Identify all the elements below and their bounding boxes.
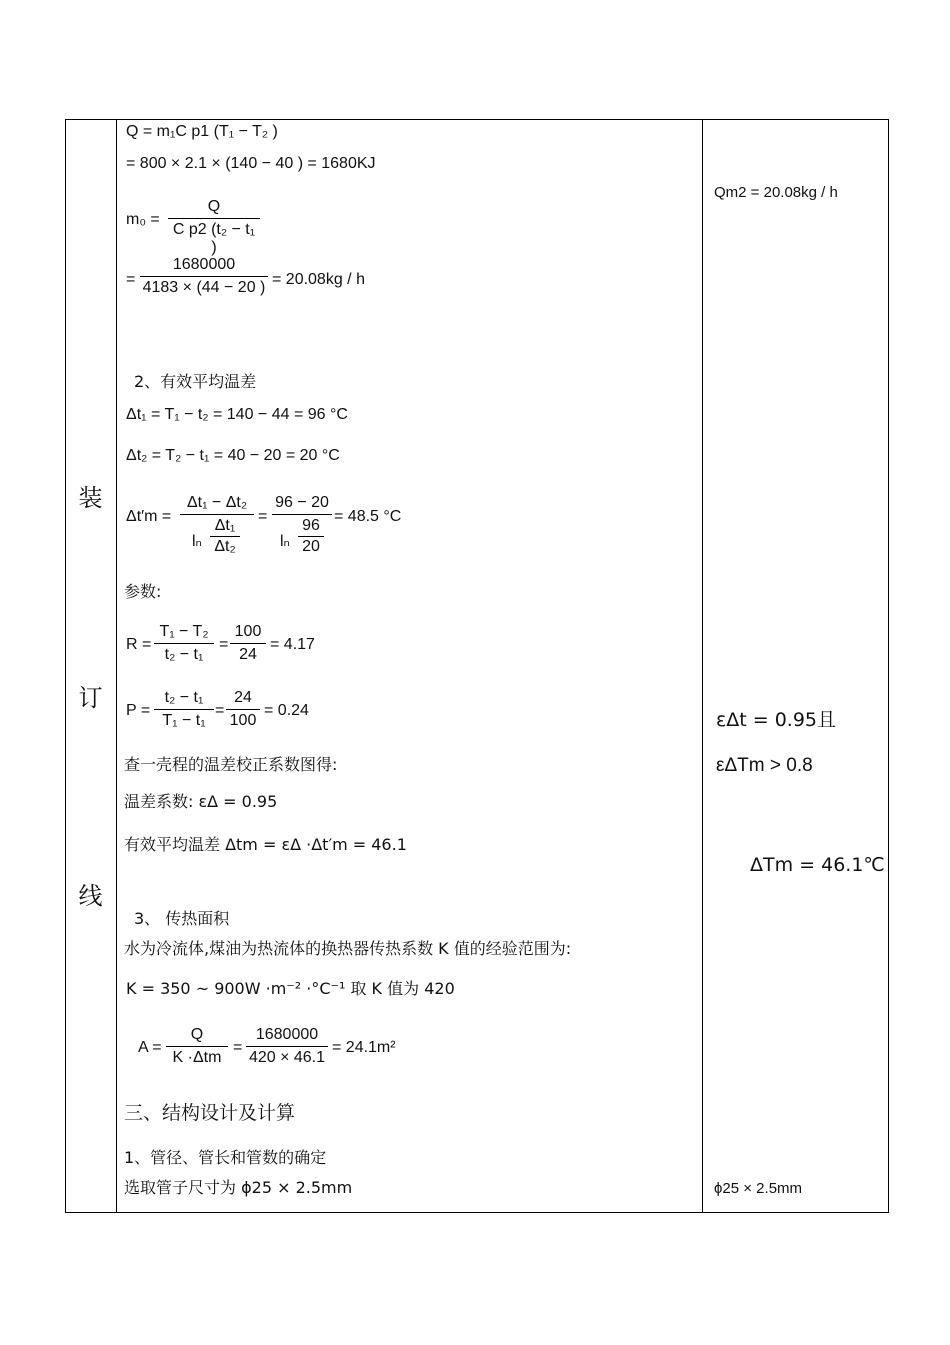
r-fraction-2 [230, 623, 266, 664]
r-denominator-2: 24 [239, 646, 257, 663]
r-numerator-2: 100 [234, 623, 262, 640]
a-eq: = [233, 1039, 243, 1056]
a-denominator: K ·Δtm [172, 1049, 222, 1066]
section-3-title: 3、 传热面积 [134, 909, 230, 928]
fraction-bar [210, 536, 240, 537]
r-denominator: t₂ − t₁ [164, 646, 204, 663]
ln-denominator: Δt₂ [214, 538, 236, 555]
p-fraction [154, 689, 214, 730]
calc-numerator: 1680000 [172, 256, 236, 273]
heat-load-calc: = 800 × 2.1 × (140 − 40 ) = 1680KJ [126, 155, 376, 172]
ln-fraction [298, 517, 324, 556]
ln-fraction [210, 517, 240, 556]
side-tube-size: ϕ25 × 2.5mm [714, 1180, 803, 1197]
r-result: = 4.17 [270, 636, 315, 653]
a-lhs: A = [138, 1039, 162, 1056]
m0-numerator: Q [207, 198, 221, 215]
ln-numerator: Δt₁ [214, 517, 236, 534]
dtm-numerator-1: Δt₁ − Δt₂ [186, 494, 248, 511]
a-numerator: Q [190, 1026, 204, 1043]
part-3-heading: 三、结构设计及计算 [124, 1102, 296, 1124]
a-fraction [166, 1026, 228, 1067]
heat-load-formula: Q = m₁C p1 (T₁ − T₂ ) [126, 123, 278, 140]
binding-char-ding: 订 [78, 684, 103, 712]
side-eps-2: εΔTm > 0.8 [716, 755, 813, 776]
ln-numerator: 96 [302, 517, 320, 534]
ln-label: lₙ [280, 533, 290, 550]
temp-coef-line: 温差系数: εΔ = 0.95 [124, 792, 278, 811]
a-fraction-2 [246, 1026, 328, 1067]
p-denominator: T₁ − t₁ [162, 712, 206, 729]
fraction-bar [154, 643, 214, 644]
dtm-result: = 48.5 °C [334, 508, 402, 525]
r-lhs: R = [126, 636, 152, 653]
p-numerator: t₂ − t₁ [164, 689, 204, 706]
dtm-fraction-1 [180, 494, 254, 563]
fraction-bar [226, 709, 260, 710]
dtm-fraction-2 [272, 494, 332, 563]
m0-fraction [168, 198, 260, 257]
fraction-bar [298, 536, 324, 537]
a-result: = 24.1m² [332, 1039, 396, 1056]
section-2-title: 2、有效平均温差 [134, 372, 257, 391]
p-result: = 0.24 [264, 702, 309, 719]
side-tm: ΔTm = 46.1℃ [750, 854, 885, 876]
part-3-subheading: 1、管径、管长和管数的确定 [124, 1148, 327, 1167]
calc-eq: = [126, 271, 136, 288]
r-numerator: T₁ − T₂ [159, 623, 209, 640]
r-fraction [154, 623, 214, 664]
binding-char-zhuang: 装 [78, 484, 103, 512]
k-range: K = 350 ~ 900W ·m⁻² ·°C⁻¹ 取 K 值为 420 [126, 979, 455, 998]
params-label: 参数: [124, 582, 162, 601]
fraction-bar [154, 709, 214, 710]
p-lhs: P = [126, 702, 151, 719]
fraction-bar [272, 514, 332, 515]
p-fraction-2 [226, 689, 260, 730]
calc-result: = 20.08kg / h [272, 271, 365, 288]
calc-fraction [140, 256, 268, 297]
side-eps-1: εΔt = 0.95且 [716, 709, 837, 731]
a-denominator-2: 420 × 46.1 [248, 1049, 326, 1066]
dtm-lhs: Δt′m = [126, 508, 172, 525]
fraction-bar [246, 1046, 328, 1047]
lookup-text: 查一壳程的温差校正系数图得: [124, 755, 338, 774]
effective-temp-line: 有效平均温差 Δtm = εΔ ·Δt′m = 46.1 [124, 835, 407, 854]
ln-label: lₙ [192, 533, 202, 550]
k-description: 水为冷流体,煤油为热流体的换热器传热系数 K 值的经验范围为: [124, 939, 572, 958]
fraction-bar [168, 218, 260, 219]
p-eq: = [215, 702, 225, 719]
dtm-denominator-2 [272, 517, 332, 563]
fraction-bar [230, 643, 266, 644]
tube-size-line: 选取管子尺寸为 ϕ25 × 2.5mm [124, 1178, 353, 1197]
dtm-denominator-1 [180, 517, 254, 563]
m0-lhs: m₀ = [126, 211, 160, 228]
fraction-bar [166, 1046, 228, 1047]
binding-column-divider [116, 119, 117, 1213]
r-eq: = [219, 636, 229, 653]
m0-denominator: C p2 (t₂ − t₁ ) [172, 221, 256, 256]
p-denominator-2: 100 [229, 712, 257, 729]
dt1-formula: Δt₁ = T₁ − t₂ = 140 − 44 = 96 °C [126, 406, 348, 423]
dt2-formula: Δt₂ = T₂ − t₁ = 40 − 20 = 20 °C [126, 447, 340, 464]
ln-denominator: 20 [302, 538, 320, 555]
p-numerator-2: 24 [234, 689, 252, 706]
fraction-bar [140, 276, 268, 277]
calc-denominator: 4183 × (44 − 20 ) [142, 279, 266, 296]
dtm-eq: = [258, 508, 268, 525]
side-column-divider [702, 119, 703, 1213]
binding-char-xian: 线 [78, 882, 103, 910]
fraction-bar [180, 514, 254, 515]
side-qm2: Qm2 = 20.08kg / h [714, 184, 838, 201]
a-numerator-2: 1680000 [255, 1026, 319, 1043]
dtm-numerator-2: 96 − 20 [275, 494, 329, 511]
